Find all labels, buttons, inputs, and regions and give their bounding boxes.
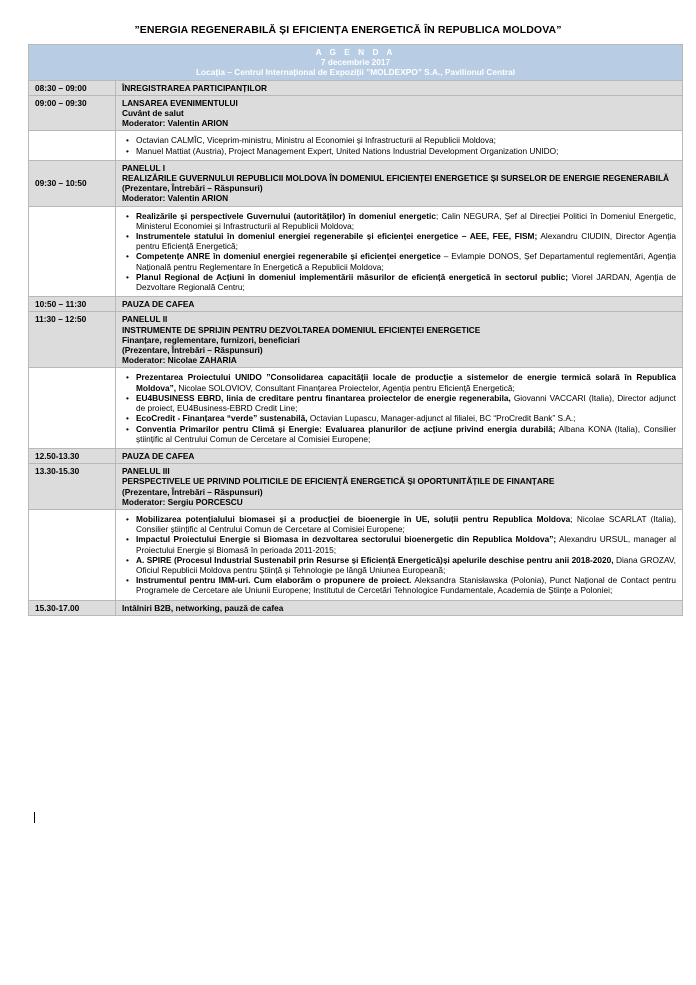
talk-speaker: Alexandru CIUDIN, Director Agenția pentru Eficiență Energetică;: [136, 231, 676, 252]
session-title: PERSPECTIVELE UE PRIVIND POLITICILE DE EFICIENȚĂ ENERGETICĂ ȘI OPORTUNITĂȚILE DE FINANȚARE: [122, 476, 555, 487]
agenda-row-opening-speakers: [29, 131, 683, 160]
agenda-table: [28, 44, 683, 616]
list-item: [136, 372, 676, 392]
session-format: (Prezentare, Întrebări – Răspunsuri): [122, 486, 263, 497]
time-cell: 13.30-15.30: [29, 464, 116, 510]
agenda-row-panel-2: [29, 312, 683, 368]
session-cell: [116, 464, 683, 510]
session-subtitle: Cuvânt de salut: [122, 108, 184, 119]
agenda-location: Locația – Centrul Internațional de Expoziții ”MOLDEXPO” S.A., Pavilionul Central: [195, 67, 516, 78]
time-cell-empty: [29, 131, 116, 160]
session-title: PAUZA DE CAFEA: [116, 448, 683, 463]
agenda-row-panel-1-talks: [29, 206, 683, 297]
session-subtitle: Finanțare, reglementare, furnizori, beneficiari: [122, 334, 300, 345]
talk-list: [122, 514, 676, 596]
session-title: Intâlniri B2B, networking, pauză de cafea: [116, 600, 683, 615]
time-cell-empty: [29, 509, 116, 600]
agenda-row-coffee-1: [29, 297, 683, 312]
session-moderator: Moderator: Valentin ARION: [122, 193, 229, 204]
agenda-row-registration: [29, 80, 683, 95]
list-item: [136, 272, 676, 292]
talks-cell: [116, 206, 683, 297]
talk-title: EcoCredit - Finanțarea “verde” sustenabilă,: [136, 413, 308, 424]
talk-title: A. SPIRE (Procesul Industrial Sustenabil prin Resurse și Eficiență Energetică)și apelurile deschise pentru anii 2018-2020,: [136, 554, 614, 565]
talk-title: Conventia Primarilor pentru Climă și Energie: Evaluarea planurilor de acțiune privind energia durabilă;: [136, 423, 556, 434]
talks-cell: [116, 368, 683, 448]
agenda-row-panel-1: [29, 160, 683, 206]
talk-speaker: ; Calin NEGURA, Șef al Direcției Politici în Domeniul Energetic, Ministerul Economiei și Infrastructurii al Republicii Moldova;: [136, 210, 676, 231]
talk-speaker: Diana GROZAV, Oficiul Republicii Moldova pentru Știință și Tehnologie pe lângă Uniunea Europeană;: [136, 554, 676, 575]
list-item: [136, 555, 676, 575]
session-cell: [116, 95, 683, 131]
talk-title: Realizările și perspectivele Guvernului (autorităților) în domeniul energetic: [136, 210, 436, 221]
session-moderator: Moderator: Valentin ARION: [122, 118, 229, 129]
list-item: [136, 413, 676, 423]
agenda-header: [29, 45, 683, 81]
agenda-header-row: [29, 45, 683, 81]
list-item: [136, 393, 676, 413]
talk-title: Impactul Proiectului Energie si Biomasa in dezvoltarea sectorului bioenergetic din Republica Moldova”;: [136, 534, 557, 545]
talk-list: [122, 372, 676, 443]
list-item: [136, 231, 676, 251]
list-item: [136, 575, 676, 595]
session-title: REALIZĂRILE GUVERNULUI REPUBLICII MOLDOVA ÎN DOMENIUL EFICIENȚEI ENERGETICE ȘI SURSELOR DE ENERGIE REGENERABILĂ: [122, 173, 670, 184]
talk-title: Competențe ANRE în domeniul energiei regenerabile și eficienței energetice: [136, 251, 441, 262]
talk-title: Planul Regional de Acțiuni în domeniul implementării măsurilor de eficiență energetică în sectorul public;: [136, 271, 569, 282]
document-title: ”ENERGIA REGENERABILĂ ȘI EFICIENȚA ENERGETICĂ ÎN REPUBLICA MOLDOVA”: [134, 24, 562, 36]
talk-list: [122, 211, 676, 293]
time-cell: 15.30-17.00: [29, 600, 116, 615]
session-moderator: Moderator: Nicolae ZAHARIA: [122, 355, 237, 366]
session-cell: [116, 160, 683, 206]
talk-title: Instrumentele statului în domeniul energiei regenerabile și eficienței energetice – AEE, FEE, FISM;: [136, 231, 538, 242]
session-title: ÎNREGISTRAREA PARTICIPANȚILOR: [116, 80, 683, 95]
session-cell: [116, 312, 683, 368]
list-item: • Octavian CALMÎC, Viceprim-ministru, Ministru al Economiei și Infrastructurii al Republicii Moldova;: [136, 135, 676, 145]
speakers-cell: [116, 131, 683, 160]
talk-speaker: Alexandru URSUL, manager al Proiectului Energie și Biomasă în perioada 2011-2015;: [136, 534, 676, 555]
list-item: [136, 251, 676, 271]
list-item: [136, 211, 676, 231]
panel-label: PANELUL II: [122, 314, 168, 325]
talk-title: Prezentarea Proiectului UNIDO ”Consolidarea capacității locale de producție a sistemelor de energie termică solară în Republica Moldova”,: [136, 372, 676, 393]
talk-title: EU4BUSINESS EBRD, linia de creditare pentru finantarea proiectelor de energie regenerabila,: [136, 392, 511, 403]
session-format: (Prezentare, Întrebări – Răspunsuri): [122, 345, 263, 356]
time-cell: 09:00 – 09:30: [29, 95, 116, 131]
list-item: • Manuel Mattiat (Austria), Project Management Expert, United Nations Industrial Development Organization UNIDO;: [136, 146, 676, 156]
session-title: INSTRUMENTE DE SPRIJIN PENTRU DEZVOLTAREA DOMENIUL EFICIENȚEI ENERGETICE: [122, 324, 481, 335]
talk-title: Instrumentul pentru IMM-uri. Cum elaborăm o propunere de proiect.: [136, 575, 412, 586]
talk-speaker: Viorel JARDAN, Agenția de Dezvoltare Regională Centru;: [136, 271, 676, 293]
session-title: LANSAREA EVENIMENTULUI: [122, 97, 238, 108]
talk-title: Mobilizarea potențialului biomasei și a producției de bioenergie în UE, soluții pentru Republica Moldova: [136, 513, 571, 524]
agenda-row-b2b: [29, 600, 683, 615]
talk-speaker: – Evlampie DONOS, Șef Departamentul reglementări, Agenția Națională pentru Reglementare în Energetică a Republicii Moldova;: [136, 251, 676, 272]
talks-cell: [116, 509, 683, 600]
panel-label: PANELUL I: [122, 162, 166, 173]
speaker-list: [122, 135, 676, 155]
session-title: PAUZA DE CAFEA: [116, 297, 683, 312]
agenda-date: 7 decembrie 2017: [320, 57, 391, 68]
time-cell: 11:30 – 12:50: [29, 312, 116, 368]
time-cell: 12.50-13.30: [29, 448, 116, 463]
time-cell-empty: [29, 368, 116, 448]
time-cell: 10:50 – 11:30: [29, 297, 116, 312]
session-format: (Prezentare, Întrebări – Răspunsuri): [122, 183, 263, 194]
time-cell: 09:30 – 10:50: [29, 160, 116, 206]
list-item: [136, 424, 676, 444]
talk-speaker: ; Nicolae SCARLAT (Italia), Consilier științific al Centrului Comun de Cercetare al Comisiei Europene;: [136, 513, 677, 535]
agenda-row-panel-3-talks: [29, 509, 683, 600]
talk-speaker: Albana KONA (Italia), Consilier științific al Centrului Comun de Cercetare al Comisiei Europene;: [136, 423, 676, 444]
text-cursor: [34, 812, 35, 823]
talk-speaker: Nicolae SOLOVIOV, Consultant Finanțarea Proiectelor, Agenția pentru Eficiență Energetică;: [176, 382, 515, 393]
agenda-heading: A G E N D A: [315, 47, 396, 57]
list-item: [136, 534, 676, 554]
panel-label: PANELUL III: [122, 466, 170, 477]
agenda-row-panel-3: [29, 464, 683, 510]
session-moderator: Moderator: Sergiu PORCESCU: [122, 496, 243, 507]
time-cell: 08:30 – 09:00: [29, 80, 116, 95]
talk-speaker: Octavian Lupascu, Manager-adjunct al filialei, BC “ProCredit Bank” S.A.;: [307, 413, 576, 424]
agenda-row-coffee-2: [29, 448, 683, 463]
agenda-row-panel-2-talks: [29, 368, 683, 448]
talk-speaker: Aleksandra Stanisławska (Polonia), Punct Național de Contact pentru Programele de Cercetare ale Uniunii Europene; Institutul de Cercetări Tehnologice Fundamentale, Academia de Științe a Poloniei;: [136, 575, 676, 596]
time-cell-empty: [29, 206, 116, 297]
talk-speaker: Giovanni VACCARI (Italia), Director adjunct de proiect, EU4Business-EBRD Credit Line;: [136, 392, 676, 414]
list-item: [136, 514, 676, 534]
agenda-row-opening: [29, 95, 683, 131]
